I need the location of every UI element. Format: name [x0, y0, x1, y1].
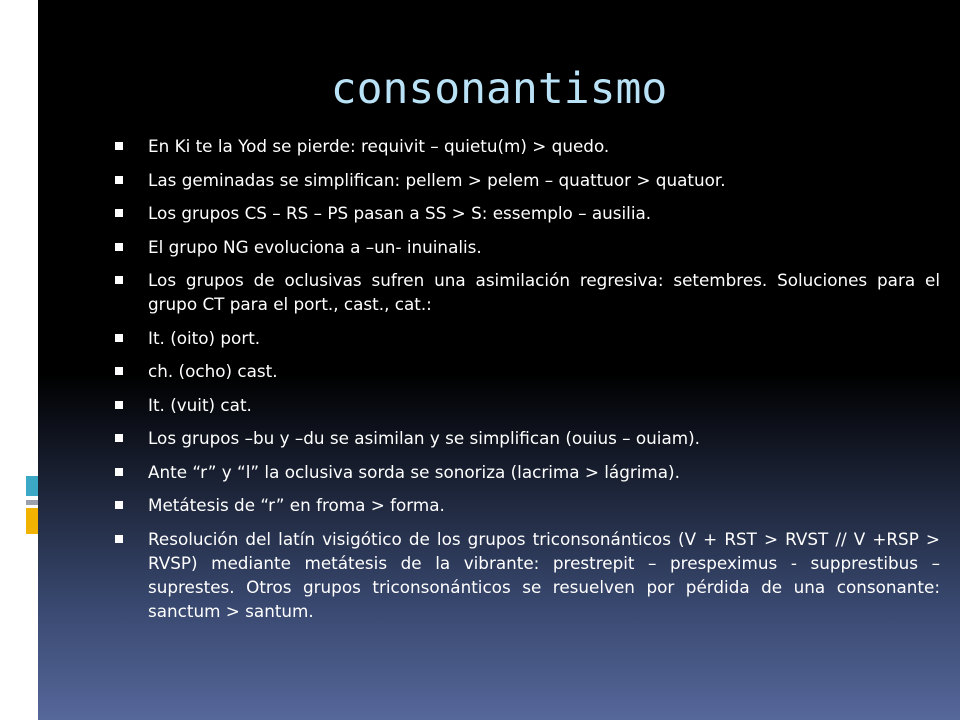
square-bullet-icon [115, 142, 123, 150]
square-bullet-icon [115, 434, 123, 442]
bullet-item [114, 527, 940, 623]
square-bullet-icon [115, 367, 123, 375]
bullet-item [114, 426, 940, 450]
bullet-text: Los grupos –bu y –du se asimilan y se simplifican (ouius – ouiam). [148, 428, 700, 448]
bullet-item [114, 326, 940, 350]
square-bullet-icon [115, 501, 123, 509]
bullet-item [114, 460, 940, 484]
square-bullet-icon [115, 334, 123, 342]
bullet-text: Metátesis de “r” en froma > forma. [148, 495, 445, 515]
deco-white-bar-1 [19, 22, 31, 72]
bullet-text: It. (oito) port. [148, 327, 261, 348]
bullet-text: En Ki te la Yod se pierde: requivit – quietu(m) > quedo. [148, 136, 610, 156]
square-bullet-icon [115, 535, 123, 543]
deco-yellow-bar [26, 508, 38, 534]
bullet-item [114, 268, 940, 316]
left-decoration-strip [0, 0, 38, 720]
bullet-text: Las geminadas se simplifican: pellem > pelem – quattuor > quatuor. [148, 169, 726, 190]
deco-white-bar-2 [28, 80, 38, 230]
bullet-text: ch. (ocho) cast. [148, 361, 278, 381]
bullet-item [114, 393, 940, 417]
bullet-item [114, 134, 940, 158]
deco-white-bar-3 [26, 240, 38, 285]
square-bullet-icon [115, 243, 123, 251]
bullet-text: Resolución del latín visigótico de los grupos triconsonánticos (V + RST > RVST // V +RSP > RVSP) mediante metátesis de la vibrante: prestrepit – prespeximus - supprestibus – suprestes. Otros grupos triconsonánticos se resuelven por pérdida de una consonante: sanctum > santum. [148, 528, 940, 621]
bullet-text: Ante “r” y “l” la oclusiva sorda se sonoriza (lacrima > lágrima). [148, 461, 680, 482]
bullet-text: Los grupos CS – RS – PS pasan a SS > S: essemplo – ausilia. [148, 203, 652, 223]
bullet-item [114, 201, 940, 225]
bullet-text: Los grupos de oclusivas sufren una asimilación regresiva: setembres. Soluciones para el grupo CT para el port., cast., cat.: [148, 270, 940, 314]
bullet-item [114, 168, 940, 192]
bullet-item [114, 493, 940, 517]
bullet-text: El grupo NG evoluciona a –un- inuinalis. [148, 236, 482, 257]
bullet-text: It. (vuit) cat. [148, 394, 252, 415]
deco-gray-bar [26, 500, 38, 505]
deco-teal-bar [26, 476, 38, 496]
slide [38, 0, 960, 720]
square-bullet-icon [115, 468, 123, 476]
square-bullet-icon [115, 276, 123, 284]
bullet-item [114, 359, 940, 383]
bullet-item [114, 235, 940, 259]
square-bullet-icon [115, 401, 123, 409]
slide-title: consonantismo [330, 64, 668, 114]
square-bullet-icon [115, 176, 123, 184]
square-bullet-icon [115, 209, 123, 217]
bullet-list [114, 134, 940, 632]
